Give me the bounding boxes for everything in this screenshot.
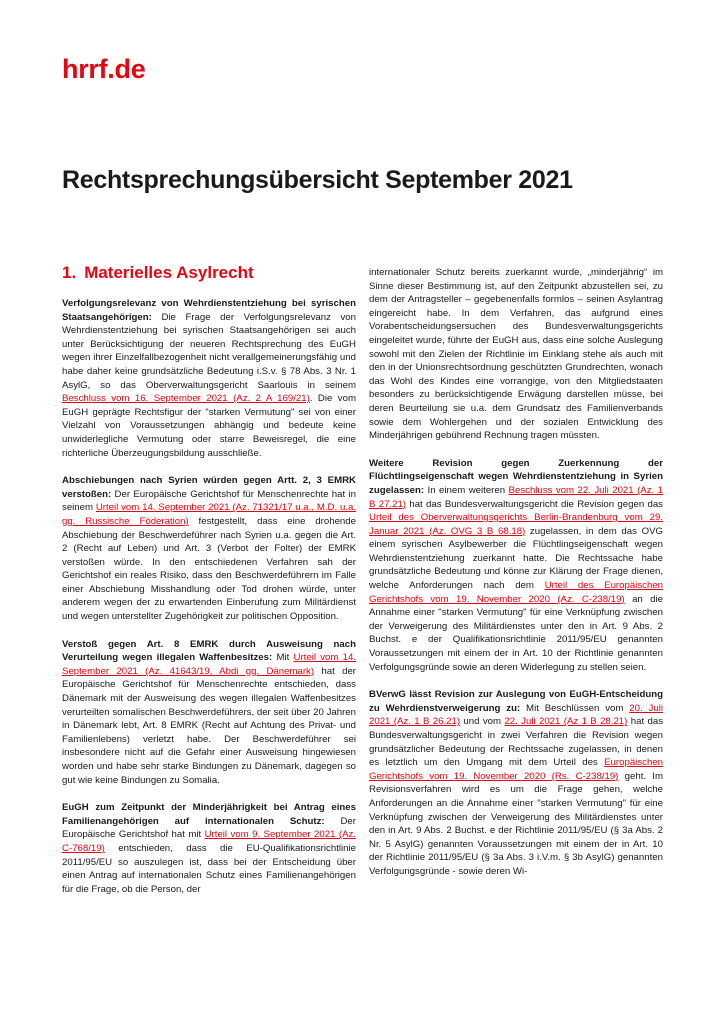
section-number: 1. (62, 263, 77, 282)
paragraph-text: hat das Bundesverwaltungsgericht die Revision gegen das (406, 498, 663, 510)
court-decision-link[interactable]: Urteil vom 14. September 2021 (Az. 41643/19, Abdi gg. Dänemark) (62, 652, 356, 677)
paragraph-heading: EuGH zum Zeitpunkt der Minderjährigkeit bei Antrag eines Familienangehörigen auf internationalen Schutz: (62, 802, 356, 827)
paragraph-text: . Die vom EuGH geprägte Rechtsfigur der "starken Vermutung" sei von einer Vielzahl von Voraussetzungen abhängig und bedeute keine unwiderlegliche Vermutung oder starre Beweisregel, die eine richterliche Überzeugungsbildung ausschließe. (62, 393, 356, 459)
court-decision-link[interactable]: Europäischen Gerichtshofs vom 19. November 2020 (Rs. C-238/19) (369, 757, 663, 782)
left-column (62, 262, 356, 910)
paragraph-p5 (369, 266, 663, 443)
right-column (369, 266, 663, 893)
paragraph-p4 (62, 801, 356, 896)
court-decision-link[interactable]: Urteil vom 9. September 2021 (Az. C-768/19) (62, 829, 356, 854)
paragraph-p7 (369, 688, 663, 878)
paragraph-text: Mit Beschlüssen vom (520, 702, 630, 714)
left-paragraphs (62, 297, 356, 896)
court-decision-link[interactable]: Beschluss vom 22. Juli 2021 (Az. 1 B 27.21) (369, 484, 664, 510)
brand-logo[interactable]: hrrf.de (62, 54, 146, 84)
paragraph-text: zugelassen, in dem das OVG einem syrischen Asylbewerber die Flüchtlingseigenschaft wegen Wehrdienstentziehung zuerkannt hatte. Die Rechtssache habe grundsätzliche Bedeutung und könne zur Klärung der Frage dienen, welche Anforderungen nach dem (369, 525, 663, 592)
paragraph-heading: Verstoß gegen Art. 8 EMRK durch Ausweisung nach Verurteilung wegen illegalen Waffenbesitzes: (62, 638, 356, 664)
paragraph-text: internationaler Schutz bereits zuerkannt wurde, „minderjährig“ im Sinne dieser Bestimmung ist, auf den Zeitpunkt abzustellen sei, zu dem der Antragsteller – gegebenenfalls formlos – seinen Asylantrag eingereicht habe. In dem Verfahren, das aufgrund eines Vorabentscheidungsersuchen des Bundesverwaltungsgerichts eingeleitet wurde, führte der EuGH aus, dass eine solche Auslegung sowohl mit den Zielen der Richtlinie im Einklang stehe als auch mit den in der Unionsrechtsordnung geschützten Grundrechten, wonach das Wohl des Kindes eine vorrangige, von den Mitgliedstaaten besonders zu berücksichtigende Erwägung darstellen müsse, bei deren Beurteilung sie u.a. dem Grundsatz des Familienverbands sowie dem Wohlergehen und der sozialen Entwicklung des Minderjährigen gebührend Rechnung tragen müssten. (369, 267, 663, 442)
paragraph-text: Der Europäische Gerichtshof hat mit (62, 815, 356, 841)
paragraph-text: geht. Im Revisionsverfahren wird es um die Frage gehen, welche Anforderungen an die Annahme einer "starken Vermutung" für eine Verknüpfung zwischen der Verweigerung des Militärdienstes unter den in Art. 9 Abs. 2 Buchst. e der Richtlinie 2011/95/EU (§ 3a Abs. 2 Nr. 5 AsylG) genannten Voraussetzungen mit einem der in Art. 10 der Richtlinie 2011/95/EU (§ 3a Abs. 3 i.V.m. § 3b AsylG) genannten Verfolgungsgründe - sowie deren Wi- (369, 770, 664, 877)
court-decision-link[interactable]: Urteil des Oberverwaltungsgerichts Berlin-Brandenburg vom 29. Januar 2021 (Az. OVG 3 B 68.18) (369, 512, 663, 537)
court-decision-link[interactable]: Urteil des Europäischen Gerichtshofs vom 19. November 2020 (Az. C-238/19) (369, 580, 664, 605)
paragraph-text: entschieden, dass die EU-Qualifikationsrichtlinie 2011/95/EU so auszulegen ist, dass bei der Entscheidung über einen Antrag auf internationalen Schutz eines Familienangehörigen für die Frage, ob die Person, der (62, 842, 356, 895)
paragraph-heading: Abschiebungen nach Syrien würden gegen Artt. 2, 3 EMRK verstoßen: (62, 475, 356, 500)
paragraph-p3 (62, 638, 356, 788)
court-decision-link[interactable]: 20. Juli 2021 (Az. 1 B 26.21) (369, 702, 663, 728)
paragraph-text: festgestellt, dass eine drohende Abschiebung der Beschwerdeführer nach Syrien u.a. gegen die Art. 2 (Recht auf Leben) und Art. 3 (Verbot der Folter) der EMRK verstoßen würde. In den entschiedenen Verfahren sah der Gerichtshof ein reales Risiko, dass den Beschwerdeführern im Falle einer Abschiebung Misshandlung oder Tod drohen würde, unter anderem wegen der zu erwartenden Einberufung zum Militärdienst und wegen unterstellter Zugehörigkeit zur politischen Opposition. (62, 515, 356, 623)
right-paragraphs (369, 266, 663, 879)
paragraph-text: In einem weiteren (424, 484, 509, 496)
page-title: Rechtsprechungsübersicht September 2021 (62, 166, 573, 194)
paragraph-p2 (62, 474, 356, 624)
paragraph-heading: Verfolgungsrelevanz von Wehrdienstentziehung bei syrischen Staatsangehörigen: (62, 298, 356, 323)
paragraph-heading: Weitere Revision gegen Zuerkennung der Flüchtlingseigenschaft wegen Wehrdienstentziehung in Syrien zugelassen: (369, 457, 663, 496)
paragraph-p1 (62, 297, 356, 460)
paragraph-text: Mit (272, 652, 294, 664)
paragraph-text: Die Frage der Verfolgungsrelevanz von Wehrdienstentziehung bei syrischen Staatsangehörigen sei auch unter Berücksichtigung der neueren Rechtsprechung des EuGH wegen ihrer Einzelfallbezogenheit nicht verallgemeinerungsfähig und habe daher keine grundsätzliche Bedeutung i.S.v. § 78 Abs. 3 Nr. 1 AsylG, so das Oberverwaltungsgericht Saarlouis in seinem (62, 311, 356, 391)
court-decision-link[interactable]: 22. Juli 2021 (Az 1 B 28.21) (504, 716, 628, 728)
paragraph-p6 (369, 457, 663, 675)
paragraph-text: an die Annahme einer "starken Vermutung" für eine Verknüpfung zwischen der Verweigerung des Militärdienstes unter den in Art. 9 Abs. 2 Buchst. e der Qualifikationsrichtlinie 2011/95/EU genannten Voraussetzungen mit einem der in Art. 10 der Richtlinie genannten Verfolgungsgründe sowie an deren Widerlegung zu stellen seien. (369, 593, 664, 673)
paragraph-text: hat der Europäische Gerichtshof für Menschenrechte entschieden, dass Dänemark mit der Ausweisung des wegen illegalen Waffenbesitzes verurteilten somalischen Beschwerdeführers, der seit über 20 Jahren in Dänemark lebt, Art. 8 EMRK (Recht auf Achtung des Privat- und Familienlebens) verletzt habe. Der Beschwerdeführer sei insbesondere nicht auf die Gefahr einer Ausweisung hingewiesen worden und habe sehr starke Bindungen zu Dänemark, dagegen so gut wie keine Bindungen zu Somalia. (62, 665, 357, 786)
section-title: Materielles Asylrecht (84, 263, 254, 282)
paragraph-heading: BVerwG lässt Revision zur Auslegung von EuGH-Entscheidung zu Wehrdienstverweigerung zu: (369, 689, 663, 714)
court-decision-link[interactable]: Urteil vom 14. September 2021 (Az. 71321/17 u.a., M.D. u.a. gg. Russische Föderation) (62, 502, 356, 527)
paragraph-text: Der Europäische Gerichtshof für Menschenrechte hat in seinem (62, 488, 356, 514)
court-decision-link[interactable]: Beschluss vom 16. September 2021 (Az. 2 A 169/21) (62, 393, 310, 405)
section-heading (62, 262, 356, 284)
paragraph-text: und vom (460, 716, 505, 728)
paragraph-text: hat das Bundesverwaltungsgericht in zwei Verfahren die Revision wegen grundsätzlicher Bedeutung der Rechtssache zugelassen, in denen es letztlich um den Umgang mit dem Urteil des (369, 716, 664, 769)
